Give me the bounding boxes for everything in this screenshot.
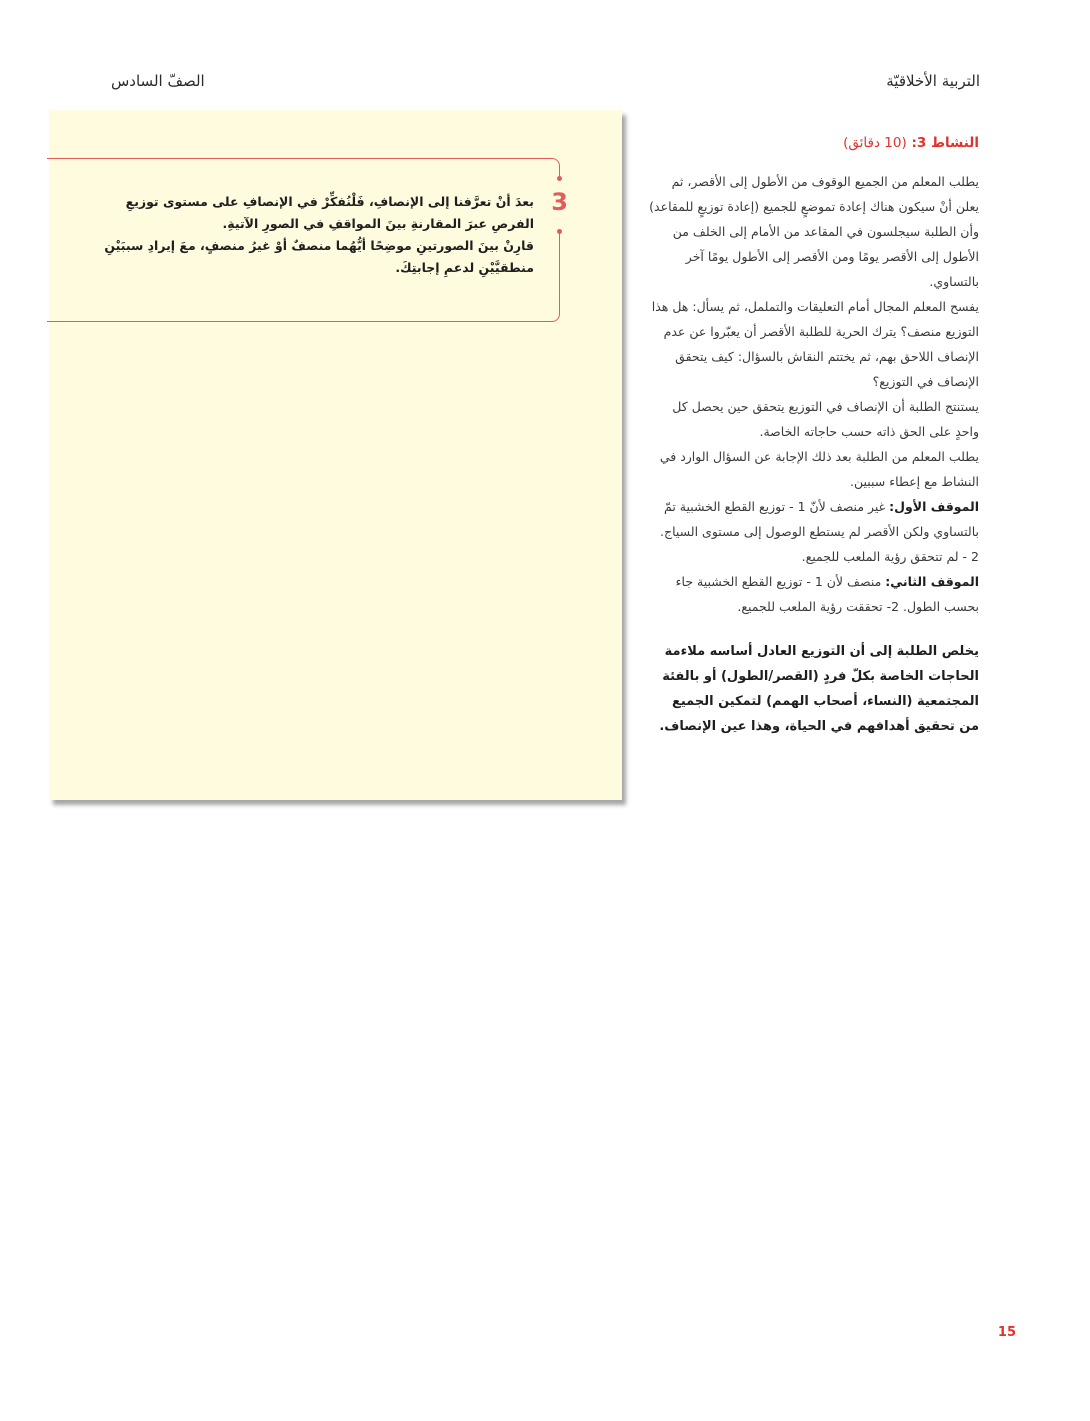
- task-instructions: [94, 191, 534, 279]
- page-number: 15: [997, 1325, 1016, 1340]
- task-line-one: بعدَ أنْ تعرَّفنا إلى الإنصافِ، فَلْنُفكِّرْ في الإنصافِ على مستوى توزيعِ الفرصِ عبرَ المقارنةِ بينَ المواقفِ في الصورِ الآتيةِ.: [125, 194, 534, 231]
- task-line-two: قارِنْ بينَ الصورتينِ موضِحًا أيُّهُما منصفٌ أوْ غيرُ منصفٍ، معَ إيرادِ سببَيْنِ منطقيَّيْنِ لدعمِ إجابتِكَ.: [104, 238, 534, 275]
- situation-one: [649, 494, 979, 569]
- guide-paragraph: يستنتج الطلبة أن الإنصاف في التوزيع يتحقق حين يحصل كل واحدٍ على الحق ذاته حسب حاجاته الخاصة.: [672, 399, 979, 439]
- subject-title: التربية الأخلاقيّة: [886, 72, 980, 90]
- situation-two-text: منصف لأن 1 - توزيع القطع الخشبية جاء بحسب الطول. 2- تحققت رؤية الملعب للجميع.: [675, 574, 979, 614]
- student-page-panel: [49, 110, 622, 800]
- teacher-guide-column: [649, 131, 979, 739]
- guide-paragraph: يطلب المعلم من الجميع الوقوف من الأطول إلى الأقصر، ثم يعلن أنْ سيكون هناك إعادة تموضعٍ للجميع (إعادة توزيعٍ للمقاعد) وأن الطلبة سيجلسون في المقاعد من الأمام إلى الخلف من الأطول إلى الأقصر يومًا ومن الأقصر إلى الأطول يومًا آخر بالتساوي.: [649, 174, 979, 289]
- situation-one-text: غير منصف لأنّ 1 - توزيع القطع الخشبية تمّ بالتساوي ولكن الأقصر لم يستطع الوصول إلى مستوى السياج. 2 - لم تتحقق رؤية الملعب للجميع.: [660, 499, 979, 564]
- guide-paragraph: يفسح المعلم المجال أمام التعليقات والتململ، ثم يسأل: هل هذا التوزيع منصف؟ يترك الحرية للطلبة الأقصر أن يعبّروا عن عدم الإنصاف اللاحق بهم، ثم يختتم النقاش بالسؤال: كيف يتحقق الإنصاف في التوزيع؟: [651, 299, 979, 389]
- activity-heading: [649, 131, 979, 155]
- situation-two-label: الموقف الثاني:: [885, 574, 979, 589]
- frame-dot-top-icon: [557, 176, 562, 181]
- situation-two: [649, 569, 979, 619]
- guide-paragraph: يطلب المعلم من الطلبة بعد ذلك الإجابة عن السؤال الوارد في النشاط مع إعطاء سببين.: [659, 449, 979, 489]
- frame-dot-bottom-icon: [557, 229, 562, 234]
- activity-duration: (10 دقائق): [843, 135, 907, 151]
- situation-one-label: الموقف الأول:: [889, 499, 979, 514]
- grade-title: الصفّ السادس: [111, 72, 205, 90]
- task-number: 3: [551, 188, 568, 216]
- activity-title: النشاط 3:: [911, 135, 979, 151]
- summary-paragraph: يخلص الطلبة إلى أن التوزيع العادل أساسه ملاءمة الحاجات الخاصة بكلّ فردٍ (القصر/الطول) أو بالفئة المجتمعية (النساء، أصحاب الهمم) لتمكين الجميع من تحقيق أهدافهم في الحياة، وهذا عين الإنصاف.: [659, 644, 979, 734]
